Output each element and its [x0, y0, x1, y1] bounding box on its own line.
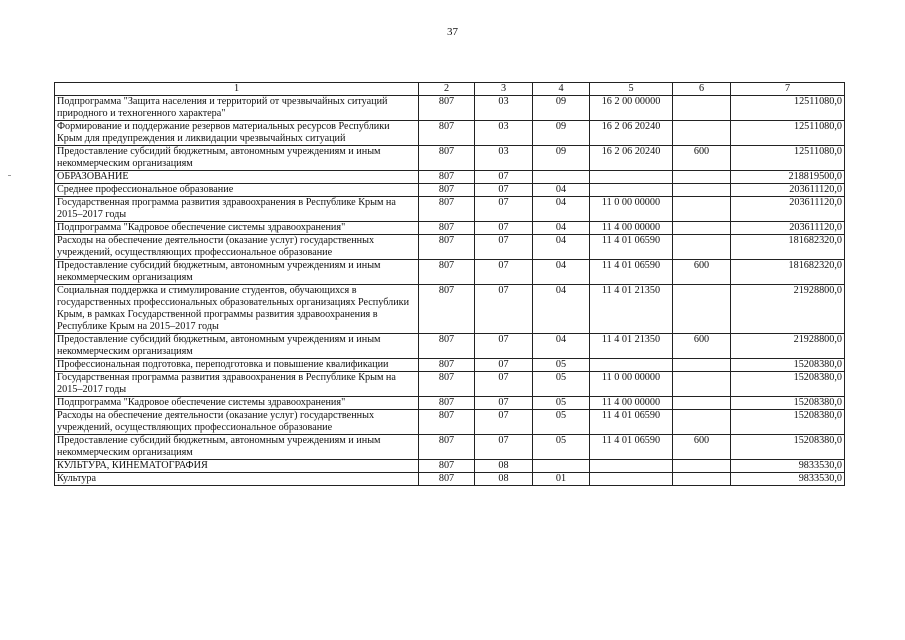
header-row [55, 83, 845, 96]
row-code-ministry: 807 [419, 397, 475, 410]
row-code-section: 07 [475, 171, 533, 184]
row-code-ministry: 807 [419, 334, 475, 359]
row-description: Подпрограмма "Защита населения и территорий от чрезвычайных ситуаций природного и техногенного характера" [55, 96, 419, 121]
row-code-ministry: 807 [419, 285, 475, 334]
table-row [55, 359, 845, 372]
row-amount: 203611120,0 [731, 184, 845, 197]
row-amount: 12511080,0 [731, 146, 845, 171]
row-code-expense-type: 600 [673, 146, 731, 171]
row-code-target [590, 359, 673, 372]
budget-table [54, 82, 845, 486]
header-cell-1: 1 [55, 83, 419, 96]
table-row [55, 121, 845, 146]
row-code-expense-type: 600 [673, 260, 731, 285]
row-code-subsection: 01 [533, 473, 590, 486]
row-code-section: 07 [475, 410, 533, 435]
row-amount: 21928800,0 [731, 334, 845, 359]
row-description: Формирование и поддержание резервов материальных ресурсов Республики Крым для предупреждения и ликвидации чрезвычайных ситуаций [55, 121, 419, 146]
row-description: Социальная поддержка и стимулирование студентов, обучающихся в государственных профессиональных образовательных организациях Республики Крым, в рамках Государственной программы развития здравоохранения в Республике Крым на 2015–2017 годы [55, 285, 419, 334]
row-description: Культура [55, 473, 419, 486]
row-code-subsection: 04 [533, 285, 590, 334]
row-code-target: 11 4 01 06590 [590, 410, 673, 435]
row-code-ministry: 807 [419, 235, 475, 260]
row-amount: 203611120,0 [731, 197, 845, 222]
row-code-ministry: 807 [419, 460, 475, 473]
row-description: Среднее профессиональное образование [55, 184, 419, 197]
row-code-ministry: 807 [419, 96, 475, 121]
row-code-section: 07 [475, 435, 533, 460]
row-amount: 15208380,0 [731, 372, 845, 397]
row-code-subsection: 04 [533, 260, 590, 285]
table-row [55, 334, 845, 359]
row-amount: 15208380,0 [731, 397, 845, 410]
header-cell-6: 6 [673, 83, 731, 96]
row-amount: 203611120,0 [731, 222, 845, 235]
row-code-expense-type [673, 410, 731, 435]
row-code-expense-type [673, 285, 731, 334]
table-row [55, 410, 845, 435]
row-code-subsection: 04 [533, 184, 590, 197]
row-code-subsection: 04 [533, 334, 590, 359]
row-code-ministry: 807 [419, 184, 475, 197]
header-cell-5: 5 [590, 83, 673, 96]
row-code-ministry: 807 [419, 146, 475, 171]
table-row [55, 184, 845, 197]
table-row [55, 197, 845, 222]
row-code-ministry: 807 [419, 435, 475, 460]
row-code-target [590, 473, 673, 486]
row-code-section: 07 [475, 285, 533, 334]
row-code-target: 11 4 01 06590 [590, 235, 673, 260]
row-code-section: 03 [475, 121, 533, 146]
row-code-target: 11 4 00 00000 [590, 397, 673, 410]
table-row [55, 235, 845, 260]
row-code-expense-type [673, 473, 731, 486]
row-amount: 21928800,0 [731, 285, 845, 334]
row-code-ministry: 807 [419, 171, 475, 184]
header-cell-4: 4 [533, 83, 590, 96]
table-row [55, 473, 845, 486]
header-cell-7: 7 [731, 83, 845, 96]
row-code-subsection [533, 460, 590, 473]
row-description: Расходы на обеспечение деятельности (оказание услуг) государственных учреждений, осуществляющих профессиональное образование [55, 410, 419, 435]
row-code-target [590, 460, 673, 473]
row-description: Предоставление субсидий бюджетным, автономным учреждениям и иным некоммерческим организациям [55, 435, 419, 460]
row-code-subsection [533, 171, 590, 184]
row-description: Государственная программа развития здравоохранения в Республике Крым на 2015–2017 годы [55, 372, 419, 397]
row-code-subsection: 04 [533, 222, 590, 235]
row-code-subsection: 04 [533, 235, 590, 260]
row-amount: 15208380,0 [731, 410, 845, 435]
row-code-section: 03 [475, 96, 533, 121]
row-code-target: 16 2 06 20240 [590, 146, 673, 171]
row-code-ministry: 807 [419, 359, 475, 372]
row-code-subsection: 04 [533, 197, 590, 222]
row-amount: 181682320,0 [731, 260, 845, 285]
row-code-subsection: 05 [533, 397, 590, 410]
row-code-subsection: 09 [533, 146, 590, 171]
row-code-subsection: 05 [533, 359, 590, 372]
table-row [55, 460, 845, 473]
row-code-expense-type [673, 96, 731, 121]
row-code-expense-type [673, 121, 731, 146]
row-code-ministry: 807 [419, 473, 475, 486]
row-code-ministry: 807 [419, 222, 475, 235]
row-code-expense-type: 600 [673, 435, 731, 460]
row-code-expense-type [673, 359, 731, 372]
row-code-subsection: 05 [533, 410, 590, 435]
row-description: Подпрограмма "Кадровое обеспечение системы здравоохранения" [55, 222, 419, 235]
row-code-section: 08 [475, 460, 533, 473]
row-code-ministry: 807 [419, 121, 475, 146]
row-code-target [590, 184, 673, 197]
row-code-subsection: 09 [533, 121, 590, 146]
row-description: Расходы на обеспечение деятельности (оказание услуг) государственных учреждений, осуществляющих профессиональное образование [55, 235, 419, 260]
table-row [55, 171, 845, 184]
row-code-target: 11 4 01 06590 [590, 260, 673, 285]
row-code-section: 08 [475, 473, 533, 486]
row-amount: 12511080,0 [731, 121, 845, 146]
row-description: Подпрограмма "Кадровое обеспечение системы здравоохранения" [55, 397, 419, 410]
row-code-target: 11 4 00 00000 [590, 222, 673, 235]
table-row [55, 397, 845, 410]
row-code-target: 11 4 01 21350 [590, 285, 673, 334]
header-cell-3: 3 [475, 83, 533, 96]
row-code-target: 11 4 01 21350 [590, 334, 673, 359]
row-code-target: 11 0 00 00000 [590, 197, 673, 222]
row-code-target: 16 2 00 00000 [590, 96, 673, 121]
row-code-expense-type [673, 197, 731, 222]
table-row [55, 372, 845, 397]
row-code-expense-type: 600 [673, 334, 731, 359]
row-code-expense-type [673, 222, 731, 235]
row-code-expense-type [673, 171, 731, 184]
table-row [55, 285, 845, 334]
row-code-ministry: 807 [419, 197, 475, 222]
row-code-ministry: 807 [419, 410, 475, 435]
table-row [55, 435, 845, 460]
table-row [55, 260, 845, 285]
row-code-target: 11 0 00 00000 [590, 372, 673, 397]
row-code-expense-type [673, 235, 731, 260]
row-code-ministry: 807 [419, 372, 475, 397]
row-code-subsection: 05 [533, 435, 590, 460]
row-description: Профессиональная подготовка, переподготовка и повышение квалификации [55, 359, 419, 372]
table-row [55, 96, 845, 121]
header-cell-2: 2 [419, 83, 475, 96]
row-amount: 181682320,0 [731, 235, 845, 260]
row-description: КУЛЬТУРА, КИНЕМАТОГРАФИЯ [55, 460, 419, 473]
margin-mark [8, 175, 11, 176]
row-description: Государственная программа развития здравоохранения в Республике Крым на 2015–2017 годы [55, 197, 419, 222]
row-code-target: 11 4 01 06590 [590, 435, 673, 460]
row-description: Предоставление субсидий бюджетным, автономным учреждениям и иным некоммерческим организациям [55, 260, 419, 285]
row-code-target [590, 171, 673, 184]
row-code-section: 07 [475, 235, 533, 260]
row-code-section: 07 [475, 197, 533, 222]
row-code-section: 07 [475, 334, 533, 359]
row-code-expense-type [673, 184, 731, 197]
row-code-section: 07 [475, 184, 533, 197]
row-code-section: 07 [475, 397, 533, 410]
row-code-expense-type [673, 372, 731, 397]
row-code-section: 07 [475, 222, 533, 235]
row-code-subsection: 09 [533, 96, 590, 121]
row-code-section: 03 [475, 146, 533, 171]
row-amount: 9833530,0 [731, 460, 845, 473]
row-code-expense-type [673, 460, 731, 473]
row-description: Предоставление субсидий бюджетным, автономным учреждениям и иным некоммерческим организациям [55, 146, 419, 171]
table-row [55, 222, 845, 235]
row-code-ministry: 807 [419, 260, 475, 285]
row-amount: 15208380,0 [731, 435, 845, 460]
row-code-target: 16 2 06 20240 [590, 121, 673, 146]
row-code-expense-type [673, 397, 731, 410]
row-description: Предоставление субсидий бюджетным, автономным учреждениям и иным некоммерческим организациям [55, 334, 419, 359]
row-amount: 12511080,0 [731, 96, 845, 121]
row-code-section: 07 [475, 260, 533, 285]
row-code-section: 07 [475, 359, 533, 372]
table-row [55, 146, 845, 171]
row-amount: 9833530,0 [731, 473, 845, 486]
row-amount: 218819500,0 [731, 171, 845, 184]
row-amount: 15208380,0 [731, 359, 845, 372]
page-number: 37 [447, 26, 458, 38]
row-code-subsection: 05 [533, 372, 590, 397]
row-code-section: 07 [475, 372, 533, 397]
row-description: ОБРАЗОВАНИЕ [55, 171, 419, 184]
